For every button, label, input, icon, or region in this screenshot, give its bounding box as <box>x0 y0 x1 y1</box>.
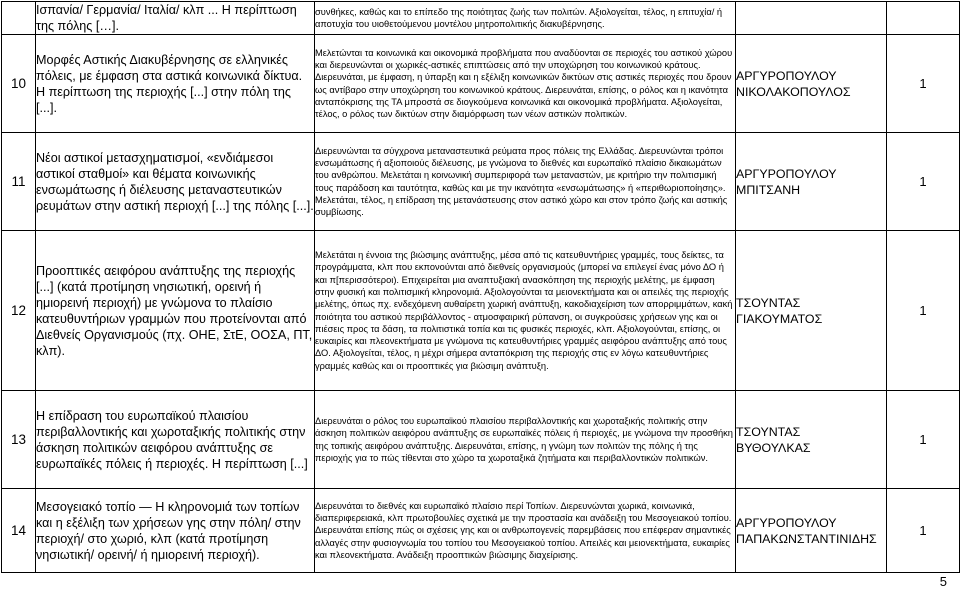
supervisor-1: ΑΡΓΥΡΟΠΟΥΛΟΥ <box>736 68 837 83</box>
thesis-title: Προοπτικές αειφόρου ανάπτυξης της περιοχής [...] (κατά προτίμηση νησιωτική, ορεινή ή ημιορεινή περιοχή) με γνώμονα το πλαίσιο κατευθυντήριων γραμμών που προτείνονται από Διεθνείς Οργανισμούς (πχ. ΟΗΕ, ΣτΕ, ΟΟΣΑ, ΠΤ, κλπ). <box>36 231 315 391</box>
supervisor-1: ΑΡΓΥΡΟΠΟΥΛΟΥ <box>736 515 837 530</box>
theses-table <box>1 1 960 573</box>
table-row <box>2 133 960 231</box>
table-row <box>2 391 960 489</box>
supervisors <box>736 489 887 573</box>
thesis-title: Ισπανία/ Γερμανία/ Ιταλία/ κλπ ... Η περίπτωση της πόλης […]. <box>36 2 315 35</box>
supervisors <box>736 2 887 35</box>
thesis-description: Διερευνώνται τα σύγχρονα μεταναστευτικά ρεύματα προς πόλεις της Ελλάδας. Διερευνώνται τρόποι ενσωμάτωσης ή αξιοποιούς διέλευσης, με γνώμονα το διεθνές και ευρωπαϊκό πλαίσιο δικαιωμάτων του ανθρώπου. Μελετάται η κοινωνική συμπεριφορά των μεταναστών, με κριτήριο την πολιτισμική τους παράδοση και ταυτότητα, καθώς και με την ικανότητα «ενσωμάτωσης» ή «περιθωριοποίησης». Μελετάται, τέλος, η επίδραση της μετανάστευσης στον αστικό χώρο και στον τρόπο ζωής και αστικής συμβίωσης. <box>315 133 736 231</box>
supervisor-1: ΤΣΟΥΝΤΑΣ <box>736 424 801 439</box>
table-row <box>2 35 960 133</box>
student-count: 1 <box>887 231 960 391</box>
row-number: 11 <box>2 133 36 231</box>
student-count: 1 <box>887 391 960 489</box>
thesis-description: Μελετάται η έννοια της βιώσιμης ανάπτυξης, μέσα από τις κατευθυντήριες γραμμές, τους δείκτες, τα προγράμματα, κλπ που εκπονούνται από διεθνείς οργανισμούς (μπορεί να επιλεγεί ένας μόνο ΔΟ ή και π[περισσότεροι). Επιχειρείται μια αναπτυξιακή ανασκόπηση της περιοχής μελέτης, με έμφαση στην φυσική και πολιτισμική κληρονομιά. Αξιολογούνται τα μειονεκτήματα και οι απειλές της περιοχής μελέτης, όπως πχ. ενδεχόμενη αυθαίρετη χωρική ανάπτυξη, κακοδιαχείριση των απορριμμάτων, κακή ποιότητα του αστικού περιβάλλοντος - ατμοσφαιρική ρύπανση, οι συγκρούσεις χρήσεων γης και οι πιέσεις προς τα δάση, τα πολιτιστικά τοπία και τις φυσικές περιοχές, κλπ. Αξιολογούνται, επίσης, οι ευκαιρίες και πλεονεκτήματα με γνώμονα τις κατευθυντήριες γραμμές αειφόρου ανάπτυξης από τους ΔΟ. Αξιολογείται, τέλος, η μέχρι σήμερα ανταπόκριση της περιοχής στις εν λόγω κατευθυντήριες γραμμές καθώς και οι προοπτικές για βιώσιμη ανάπτυξη. <box>315 231 736 391</box>
student-count: 1 <box>887 133 960 231</box>
thesis-title: Νέοι αστικοί μετασχηματισμοί, «ενδιάμεσοι αστικοί σταθμοί» και θέματα κοινωνικής ενσωμάτωσης ή διέλευσης μεταναστευτικών ρευμάτων στην αστική περιοχή [...] της πόλης [...]. <box>36 133 315 231</box>
thesis-title: Μεσογειακό τοπίο — Η κληρονομιά των τοπίων και η εξέλιξη των χρήσεων γης στην πόλη/ στην περιοχή/ στο χωριό, κλπ (κατά προτίμηση νησιωτική/ ορεινή/ ή ημιορεινή περιοχή). <box>36 489 315 573</box>
row-number: 14 <box>2 489 36 573</box>
supervisor-1: ΑΡΓΥΡΟΠΟΥΛΟΥ <box>736 166 837 181</box>
supervisors <box>736 231 887 391</box>
row-number: 12 <box>2 231 36 391</box>
row-number: 10 <box>2 35 36 133</box>
supervisors <box>736 133 887 231</box>
table-row <box>2 489 960 573</box>
thesis-description: Διερευνάται το διεθνές και ευρωπαϊκό πλαίσιο περί Τοπίων. Διερευνώνται χωρικά, κοινωνικά, διαπεριφερειακά, κλπ πρωτοβουλίες σχετικά με την προστασία και ανάδειξη του Μεσογειακού τοπίου. Διερευνάται επίσης πώς οι σχέσεις γης και οι ανθρωπογενείς παρεμβάσεις που επέφεραν σημαντικές αλλαγές στην φυσιογνωμία του τοπίου του Μεσογειακού τοπίου. Απειλές και μειονεκτήματα, ευκαιρίες και πλεονεκτήματα. Ανάδειξη προοπτικών βιώσιμης διαχείρισης. <box>315 489 736 573</box>
supervisor-2: ΝΙΚΟΛΑΚΟΠΟΥΛΟΣ <box>736 84 851 99</box>
supervisor-1: ΤΣΟΥΝΤΑΣ <box>736 295 801 310</box>
page-number: 5 <box>939 574 947 589</box>
student-count <box>887 2 960 35</box>
supervisors <box>736 35 887 133</box>
thesis-description: Μελετώνται τα κοινωνικά και οικονομικά προβλήματα που αναδύονται σε περιοχές του αστικού χώρου και διερευνώνται οι χωρικές-αστικές επιπτώσεις από την υποχώρηση του κοινωνικού κράτους. Διερευνάται, με έμφαση, η ύπαρξη και η εξέλιξη κοινωνικών δικτύων στις αστικές περιοχές που δρουν ως αντίβαρο στην υποχώρηση του κοινωνικού κράτους. Διερευνάται, επίσης, ο ρόλος και η ικανότητα ανταπόκρισης της ΤΑ μπροστά σε διογκούμενα κοινωνικά και οικονομικά προβλήματα. Αξιολογείται, τέλος, ο ρόλος των δικτύων στην διαμόρφωση των νέων αστικών πολιτικών. <box>315 35 736 133</box>
thesis-description: Διερευνάται ο ρόλος του ευρωπαϊκού πλαισίου περιβαλλοντικής και χωροταξικής πολιτικής στην άσκηση πολιτικών αειφόρου ανάπτυξης σε ευρωπαϊκές πόλεις ή περιοχές, με γνώμονα την προσθήκη της τοπικής αειφόρου ανάπτυξης. Διερευνάται, επίσης, η γνώμη των πολιτών της πόλης ή της περιοχής για το πώς τίθενται στο χώρο τα χωροταξικά ζητήματα και περιβαλλοντικών πολιτικών. <box>315 391 736 489</box>
student-count: 1 <box>887 35 960 133</box>
row-number: 13 <box>2 391 36 489</box>
supervisor-2: ΜΠΙΤΣΑΝΗ <box>736 182 801 197</box>
thesis-title: Η επίδραση του ευρωπαϊκού πλαισίου περιβαλλοντικής και χωροταξικής πολιτικής στην άσκηση πολιτικών αειφόρου ανάπτυξης σε ευρωπαϊκές πόλεις ή περιοχές. Η περίπτωση [...] <box>36 391 315 489</box>
supervisor-2: ΓΙΑΚΟΥΜΑΤΟΣ <box>736 311 823 326</box>
table-row <box>2 2 960 35</box>
table-row <box>2 231 960 391</box>
supervisors <box>736 391 887 489</box>
supervisor-2: ΒΥΘΟΥΛΚΑΣ <box>736 440 811 455</box>
student-count: 1 <box>887 489 960 573</box>
supervisor-2: ΠΑΠΑΚΩΝΣΤΑΝΤΙΝΙΔΗΣ <box>736 531 877 546</box>
thesis-description: συνθήκες, καθώς και το επίπεδο της ποιότητας ζωής των πολιτών. Αξιολογείται, τέλος, η επιτυχία/ ή αποτυχία του υιοθετούμενου μοντέλου μητροπολιτικής διακυβέρνησης. <box>315 2 736 35</box>
row-number <box>2 2 36 35</box>
thesis-title: Μορφές Αστικής Διακυβέρνησης σε ελληνικές πόλεις, με έμφαση στα αστικά κοινωνικά δίκτυα. Η περίπτωση της περιοχής [...] στην πόλη της [...]. <box>36 35 315 133</box>
